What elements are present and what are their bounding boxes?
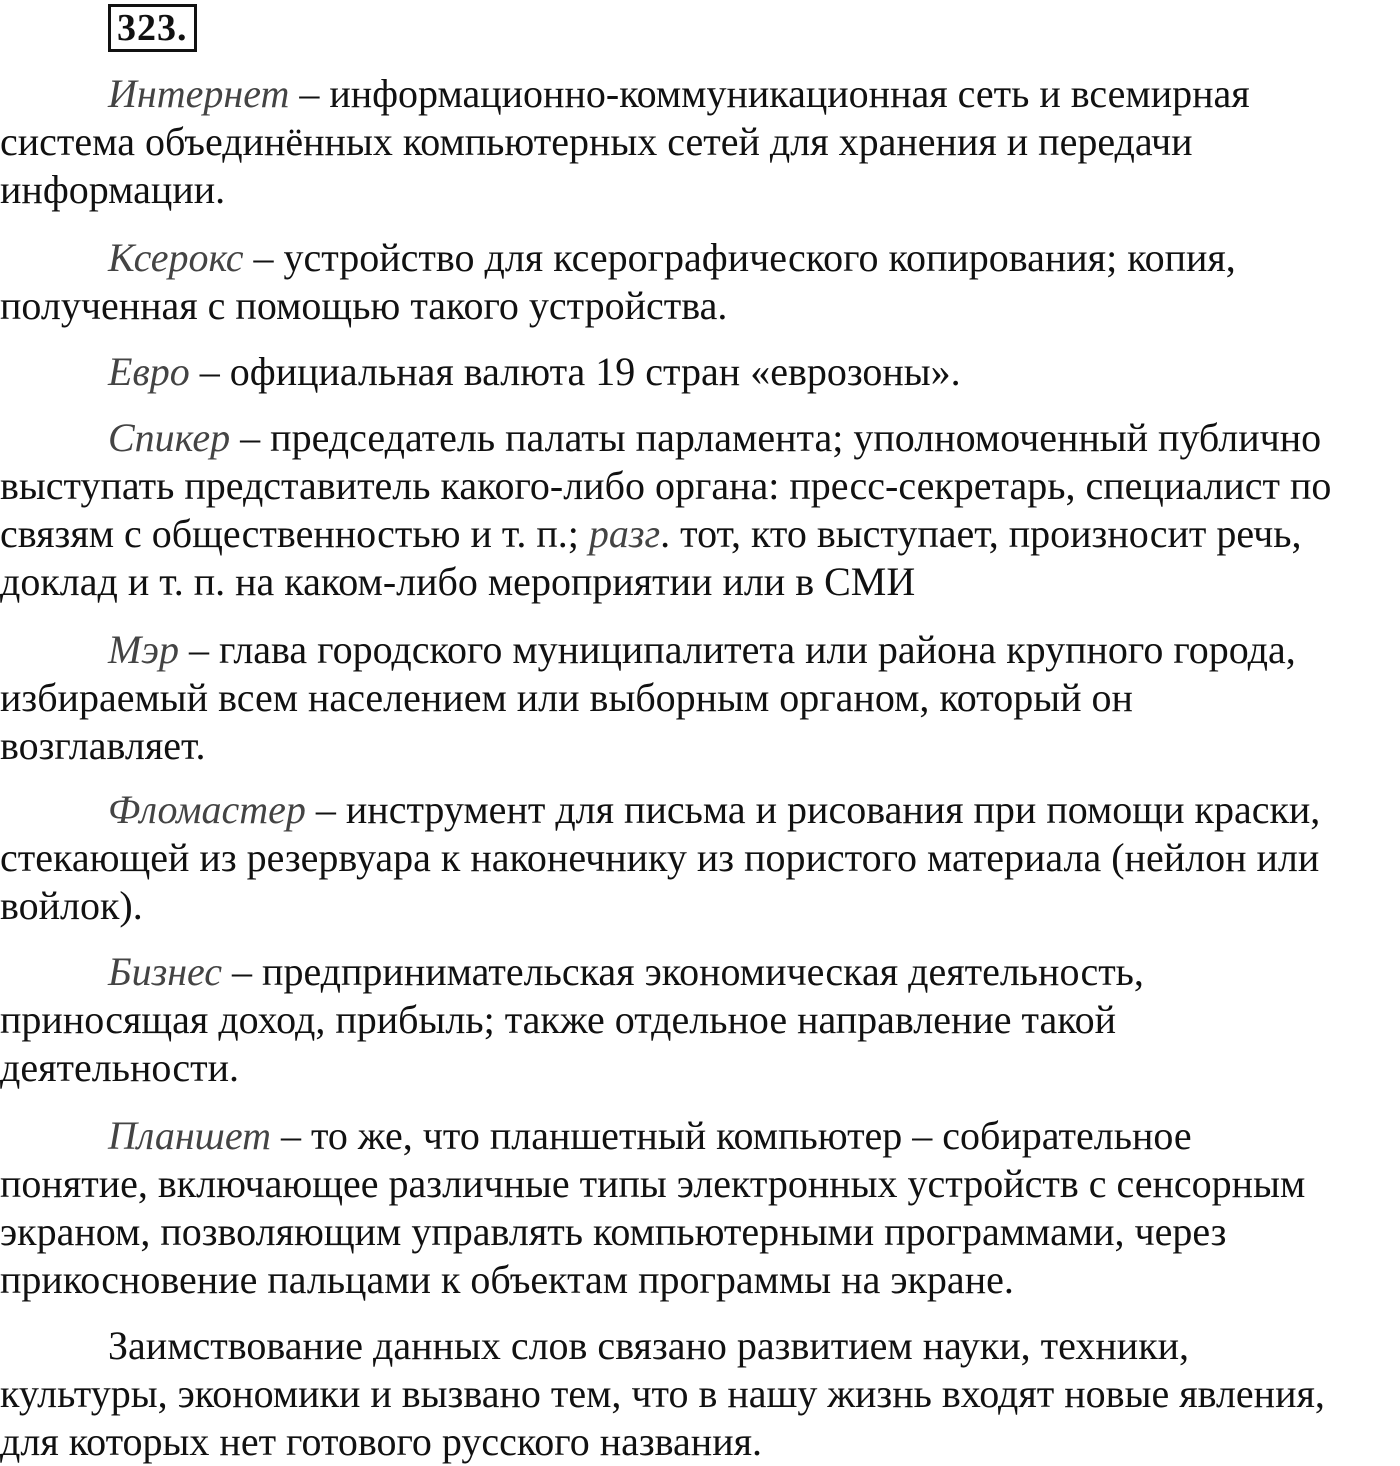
entry-marker xyxy=(0,786,1400,930)
entry-text: деятельности. xyxy=(0,1045,239,1090)
entry-business xyxy=(0,948,1400,1092)
term-marker: Фломастер xyxy=(108,787,306,832)
entry-text: понятие, включающее различные типы электронных устройств с сенсорным xyxy=(0,1161,1306,1206)
entry-text: – устройство для ксерографического копирования; копия, xyxy=(243,235,1236,280)
term-business: Бизнес xyxy=(108,949,223,994)
conclusion-text: культуры, экономики и вызвано тем, что в нашу жизнь входят новые явления, xyxy=(0,1371,1325,1416)
entry-text: – глава городского муниципалитета или района крупного города, xyxy=(178,627,1296,672)
entry-text: – официальная валюта 19 стран «еврозоны». xyxy=(189,349,961,394)
entry-text: полученная с помощью такого устройства. xyxy=(0,283,728,328)
task-number-box: 323. xyxy=(108,4,197,52)
entry-text: – то же, что планшетный компьютер – собирательное xyxy=(270,1113,1192,1158)
entry-text: информации. xyxy=(0,167,226,212)
term-speaker: Спикер xyxy=(108,415,231,460)
entry-text: – инструмент для письма и рисования при помощи краски, xyxy=(305,787,1321,832)
entry-text: – информационно-коммуникационная сеть и всемирная xyxy=(289,71,1250,116)
abbreviation-razg: разг xyxy=(588,511,661,556)
entry-text: доклад и т. п. на каком-либо мероприятии или в СМИ xyxy=(0,559,916,604)
conclusion-text: для которых нет готового русского названия. xyxy=(0,1419,762,1464)
entry-text: войлок). xyxy=(0,883,143,928)
term-tablet: Планшет xyxy=(108,1113,271,1158)
entry-text: стекающей из резервуара к наконечнику из пористого материала (нейлон или xyxy=(0,835,1320,880)
conclusion-paragraph xyxy=(0,1322,1400,1466)
entry-euro xyxy=(0,348,1400,396)
entry-text: связям с общественностью и т. п.; xyxy=(0,511,589,556)
entry-text: – председатель палаты парламента; уполномоченный публично xyxy=(230,415,1322,460)
entry-speaker xyxy=(0,414,1400,606)
term-euro: Евро xyxy=(108,349,190,394)
term-xerox: Ксерокс xyxy=(108,235,244,280)
entry-text: выступать представитель какого-либо органа: пресс-секретарь, специалист по xyxy=(0,463,1332,508)
entry-text: избираемый всем населением или выборным органом, который он xyxy=(0,675,1133,720)
entry-text: приносящая доход, прибыль; также отдельное направление такой xyxy=(0,997,1117,1042)
entry-text: . тот, кто выступает, произносит речь, xyxy=(660,511,1302,556)
entry-tablet xyxy=(0,1112,1400,1304)
entry-text: – предпринимательская экономическая деятельность, xyxy=(222,949,1144,994)
entry-text: возглавляет. xyxy=(0,723,206,768)
entry-text: экраном, позволяющим управлять компьютерными программами, через xyxy=(0,1209,1227,1254)
entry-text: система объединённых компьютерных сетей для хранения и передачи xyxy=(0,119,1193,164)
entry-xerox xyxy=(0,234,1400,330)
entry-internet xyxy=(0,70,1400,214)
term-mayor: Мэр xyxy=(108,627,179,672)
term-internet: Интернет xyxy=(108,71,290,116)
entry-text: прикосновение пальцами к объектам программы на экране. xyxy=(0,1257,1014,1302)
conclusion-text: Заимствование данных слов связано развитием науки, техники, xyxy=(108,1323,1190,1368)
entry-mayor xyxy=(0,626,1400,770)
